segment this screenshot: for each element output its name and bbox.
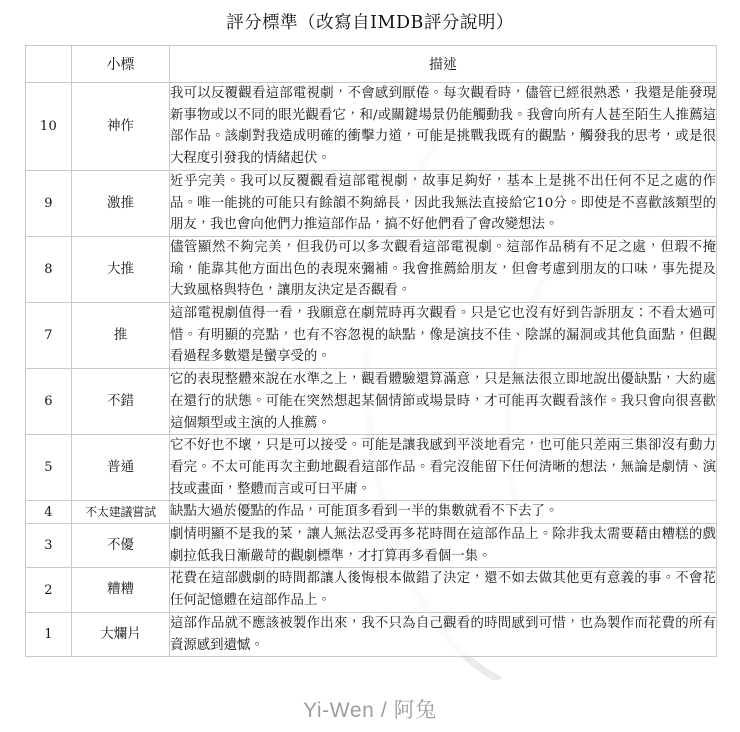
- score-cell: 4: [26, 501, 72, 524]
- label-cell: 普通: [72, 435, 170, 501]
- label-cell: 激推: [72, 170, 170, 236]
- table-header-row: [26, 46, 717, 83]
- description-cell: 近乎完美。我可以反覆觀看這部電視劇，故事足夠好，基本上是挑不出任何不足之處的作品。唯一能挑的可能只有餘韻不夠綿長，因此我無法直接給它10分。即使是不喜歡該類型的朋友，我也會向他們力推這部作品，搞不好他們看了會改變想法。: [170, 170, 717, 236]
- table-row: [26, 501, 717, 524]
- table-header: [26, 46, 717, 83]
- column-header-label: 小標: [72, 46, 170, 83]
- label-cell: 神作: [72, 83, 170, 171]
- score-cell: 2: [26, 568, 72, 612]
- description-cell: 它的表現整體來說在水準之上，觀看體驗還算滿意，只是無法很立即地說出優缺點，大約處在還行的狀態。可能在突然想起某個情節或場景時，才可能再次觀看該作。我只會向很喜歡這個類型或主演的人推薦。: [170, 369, 717, 435]
- page-title: 評分標準（改寫自IMDB評分說明）: [226, 13, 514, 33]
- table-row: [26, 236, 717, 302]
- score-cell: 3: [26, 524, 72, 568]
- column-header-score: [26, 46, 72, 83]
- description-cell: 缺點大過於優點的作品，可能頂多看到一半的集數就看不下去了。: [170, 501, 717, 524]
- description-cell: 花費在這部戲劇的時間都讓人後悔根本做錯了決定，還不如去做其他更有意義的事。不會花任何記憶體在這部作品上。: [170, 568, 717, 612]
- author-watermark: Yi-Wen / 阿兔: [303, 699, 437, 722]
- score-cell: 5: [26, 435, 72, 501]
- label-cell: 不太建議嘗試: [72, 501, 170, 524]
- description-cell: 我可以反覆觀看這部電視劇，不會感到厭倦。每次觀看時，儘管已經很熟悉，我還是能發現新事物或以不同的眼光觀看它，和/或關鍵場景仍能觸動我。我會向所有人甚至陌生人推薦這部作品。該劇對我造成明確的衝擊力道，可能是挑戰我既有的觀點，觸發我的思考，或是很大程度引發我的情緒起伏。: [170, 83, 717, 171]
- table-row: [26, 612, 717, 656]
- label-cell: 糟糟: [72, 568, 170, 612]
- label-cell: 不優: [72, 524, 170, 568]
- table-row: [26, 568, 717, 612]
- label-cell: 大推: [72, 236, 170, 302]
- table-row: [26, 303, 717, 369]
- description-cell: 這部電視劇值得一看，我願意在劇荒時再次觀看。只是它也沒有好到告訴朋友：不看太過可惜。有明顯的亮點，也有不容忽視的缺點，像是演技不佳、陰謀的漏洞或其他負面點，但觀看過程多數還是蠻享受的。: [170, 303, 717, 369]
- score-cell: 6: [26, 369, 72, 435]
- score-cell: 7: [26, 303, 72, 369]
- description-cell: 劇情明顯不是我的菜，讓人無法忍受再多花時間在這部作品上。除非我太需要藉由糟糕的戲劇拉低我日漸嚴苛的觀劇標準，才打算再多看個一集。: [170, 524, 717, 568]
- description-cell: 它不好也不壞，只是可以接受。可能是讓我感到平淡地看完，也可能只差兩三集卻沒有動力看完。不太可能再次主動地觀看這部作品。看完沒能留下任何清晰的想法，無論是劇情、演技或畫面，整體而言或可曰平庸。: [170, 435, 717, 501]
- table-row: [26, 369, 717, 435]
- table-row: [26, 435, 717, 501]
- label-cell: 不錯: [72, 369, 170, 435]
- column-header-description: 描述: [170, 46, 717, 83]
- table-row: [26, 170, 717, 236]
- score-cell: 10: [26, 83, 72, 171]
- description-cell: 儘管顯然不夠完美，但我仍可以多次觀看這部電視劇。這部作品稍有不足之處，但瑕不掩瑜，能靠其他方面出色的表現來彌補。我會推薦給朋友，但會考慮到朋友的口味，事先提及大致風格與特色，讓朋友決定是否觀看。: [170, 236, 717, 302]
- label-cell: 大爛片: [72, 612, 170, 656]
- table-row: [26, 524, 717, 568]
- description-cell: 這部作品就不應該被製作出來，我不只為自己觀看的時間感到可惜，也為製作而花費的所有資源感到遺憾。: [170, 612, 717, 656]
- rating-table-container: [25, 45, 716, 657]
- label-cell: 推: [72, 303, 170, 369]
- rating-criteria-table: [25, 45, 717, 657]
- table-body: [26, 83, 717, 657]
- score-cell: 8: [26, 236, 72, 302]
- table-row: [26, 83, 717, 171]
- score-cell: 9: [26, 170, 72, 236]
- score-cell: 1: [26, 612, 72, 656]
